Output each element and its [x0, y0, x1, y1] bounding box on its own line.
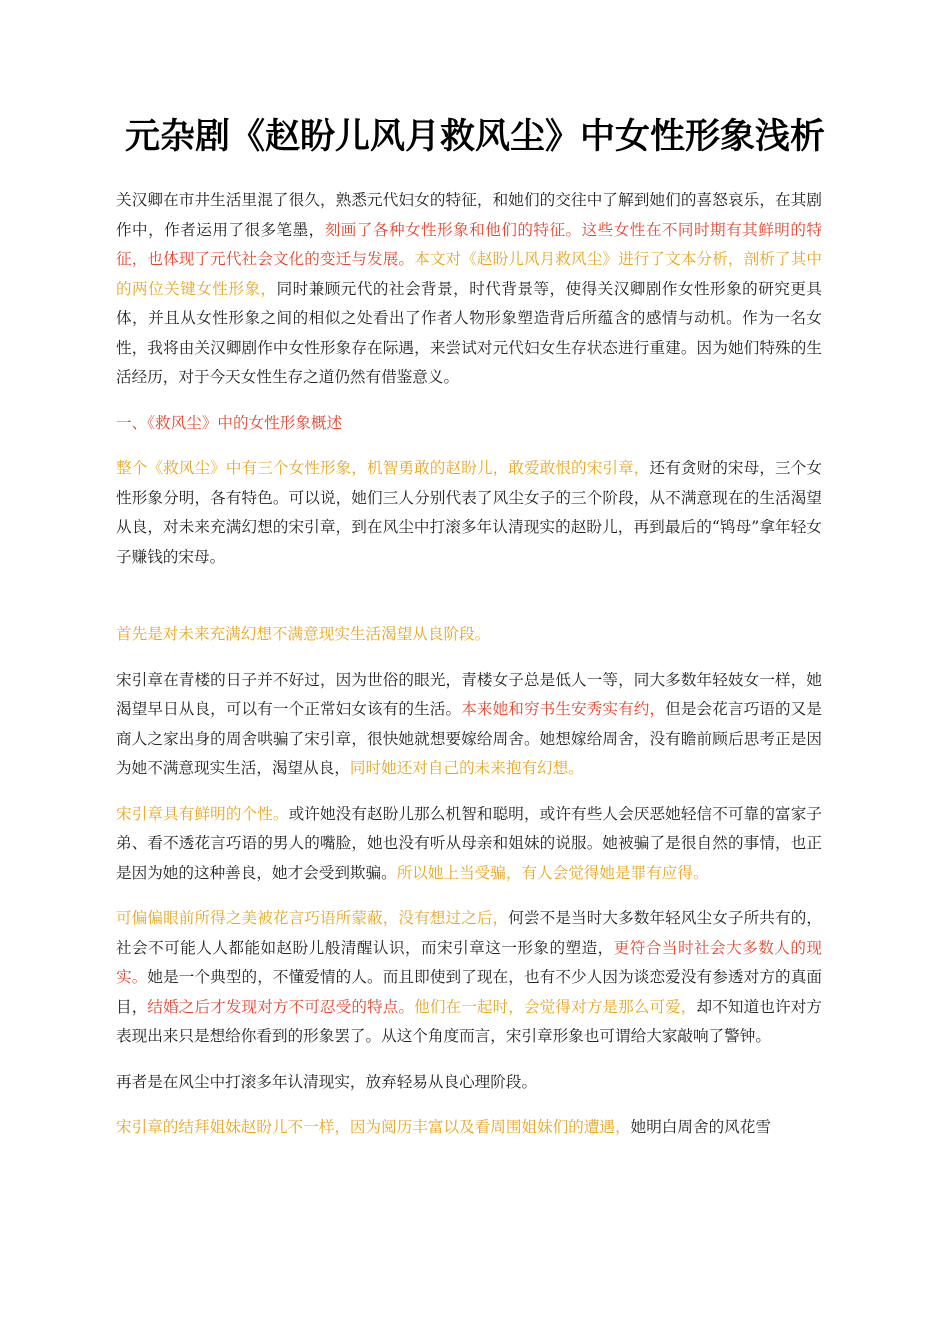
paragraph — [116, 1113, 822, 1143]
highlighted-text-run: 刻画了各种女性形象和他们的特征。这些女性在不同时期有其鲜明的特征，也体现了元代社会文化的变迁与发展。 — [116, 220, 822, 268]
paragraph — [116, 454, 822, 572]
paragraph — [116, 666, 822, 784]
highlighted-text-run: 结婚之后才发现对方不可忍受的特点。 — [147, 997, 415, 1016]
text-run: 或许她没有赵盼儿那么机智和聪明，或许有些人会厌恶她轻信不可靠的富家子弟、看不透花言巧语的男人的嘴脸，她也没有听从母亲和姐妹的说服。她被骗了是很自然的事情，也正是因为她的这种善良，她才会受到欺骗。 — [116, 804, 822, 882]
text-run: 再者是在风尘中打滚多年认清现实，放弃轻易从良心理阶段。 — [116, 1072, 538, 1091]
text-run: 同时兼顾元代的社会背景，时代背景等，使得关汉卿剧作女性形象的研究更具体，并且从女性形象之间的相似之处看出了作者人物形象塑造背后所蕴含的感情与动机。作为一名女性，我将由关汉卿剧作中女性形象存在际遇，来尝试对元代妇女生存状态进行重建。因为她们特殊的生活经历，对于今天女性生存之道仍然有借鉴意义。 — [116, 279, 822, 386]
highlighted-text-run: 宋引章的结拜姐妹赵盼儿不一样，因为阅历丰富以及看周围姐妹们的遭遇， — [116, 1118, 631, 1136]
highlighted-text-run: 可偏偏眼前所得之美被花言巧语所蒙蔽，没有想过之后， — [116, 909, 509, 927]
paragraph — [116, 186, 822, 393]
highlighted-text-run: 本文对《赵盼儿风月救风尘》进行了文本分析，剖析了其中的两位关键女性形象， — [116, 250, 822, 298]
text-run: 但是会花言巧语的又是商人之家出身的周舍哄骗了宋引章，很快她就想要嫁给周舍。她想嫁给周舍，没有瞻前顾后思考正是因为她不满意现实生活，渴望从良， — [116, 700, 822, 777]
highlighted-text-run: 宋引章具有鲜明的个性。 — [116, 804, 289, 823]
paragraph — [116, 904, 822, 1052]
paragraph — [116, 1068, 822, 1098]
text-run: 她是一个典型的，不懂爱情的人。而且即使到了现在，也有不少人因为谈恋爱没有参透对方的真面目， — [116, 968, 822, 1016]
highlighted-text-run: 更符合当时社会大多数人的现实。 — [116, 938, 822, 986]
highlighted-text-run: 首先是对未来充满幻想不满意现实生活渴望从良阶段。 — [116, 625, 491, 643]
text-run: 还有贪财的宋母，三个女性形象分明，各有特色。可以说，她们三人分别代表了风尘女子的三个阶段，从不满意现在的生活渴望从良，对未来充满幻想的宋引章，到在风尘中打滚多年认清现实的赵盼儿，再到最后的“鸨母”拿年轻女子赚钱的宋母。 — [116, 459, 822, 566]
highlighted-text-run: 一、《救风尘》中的女性形象概述 — [116, 413, 343, 432]
document-body — [116, 186, 822, 1159]
highlighted-text-run: 同时她还对自己的未来抱有幻想。 — [349, 759, 584, 777]
document-title: 元杂剧《赵盼儿风月救风尘》中女性形象浅析 — [124, 117, 825, 157]
paragraph — [116, 800, 822, 889]
text-run: 宋引章在青楼的日子并不好过，因为世俗的眼光，青楼女子总是低人一等，同大多数年轻妓女一样，她渴望早日从良，可以有一个正常妇女该有的生活。 — [116, 670, 822, 718]
highlighted-text-run: 本来她和穷书生安秀实有约， — [461, 700, 666, 718]
text-run: 关汉卿在市井生活里混了很久，熟悉元代妇女的特征，和她们的交往中了解到她们的喜怒哀乐，在其剧作中，作者运用了很多笔墨， — [116, 191, 822, 239]
text-run: 她明白周舍的风花雪 — [630, 1118, 771, 1136]
highlighted-text-run: 所以她上当受骗，有人会觉得她是罪有应得。 — [396, 863, 709, 882]
text-run: 何尝不是当时大多数年轻风尘女子所共有的，社会不可能人人都能如赵盼儿般清醒认识，而宋引章这一形象的塑造， — [116, 909, 822, 957]
text-run: 却不知道也许对方表现出来只是想给你看到的形象罢了。从这个角度而言，宋引章形象也可谓给大家敲响了警钟。 — [116, 997, 822, 1045]
highlighted-text-run: 整个《救风尘》中有三个女性形象，机智勇敢的赵盼儿，敢爱敢恨的宋引章， — [116, 459, 650, 477]
paragraph — [116, 409, 822, 439]
paragraph — [116, 620, 822, 650]
highlighted-text-run: 他们在一起时，会觉得对方是那么可爱， — [414, 997, 697, 1016]
